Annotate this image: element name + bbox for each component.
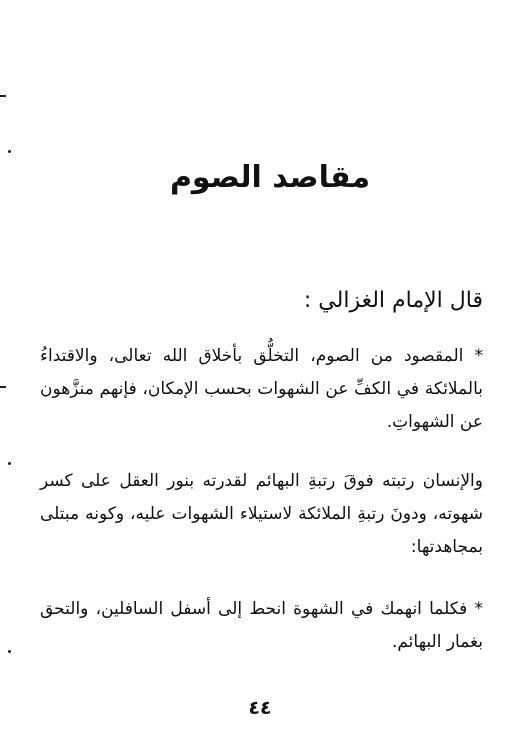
paragraph: * المقصود من الصوم، التخلُّق بأخلاق الله تعالى، والاقتداءُ بالملائكة في الكفِّ عن الشهوات بحسب الإمكان، فإنهم منزَّهون عن الشهواتِ. — [40, 346, 483, 432]
margin-mark — [8, 150, 11, 153]
paragraph: والإنسان رتبته فوقَ رتبةِ البهائم لقدرته بنور العقل على كسر شهوته، ودونَ رتبةِ الملائكة لاستيلاء الشهوات عليه، وكونه مبتلى بمجاهدتها: — [40, 471, 483, 557]
page-number: ٤٤ — [248, 697, 272, 719]
margin-mark — [0, 386, 6, 388]
margin-mark — [8, 650, 11, 653]
margin-mark — [8, 462, 11, 465]
paragraph: * فكلما انهمك في الشهوة انحط إلى أسفل السافلين، والتحق بغمار البهائم. — [40, 599, 483, 652]
page-title: مقاصد الصوم — [169, 160, 371, 195]
margin-mark — [0, 95, 6, 97]
author-heading: قال الإمام الغزالي : — [303, 288, 483, 313]
